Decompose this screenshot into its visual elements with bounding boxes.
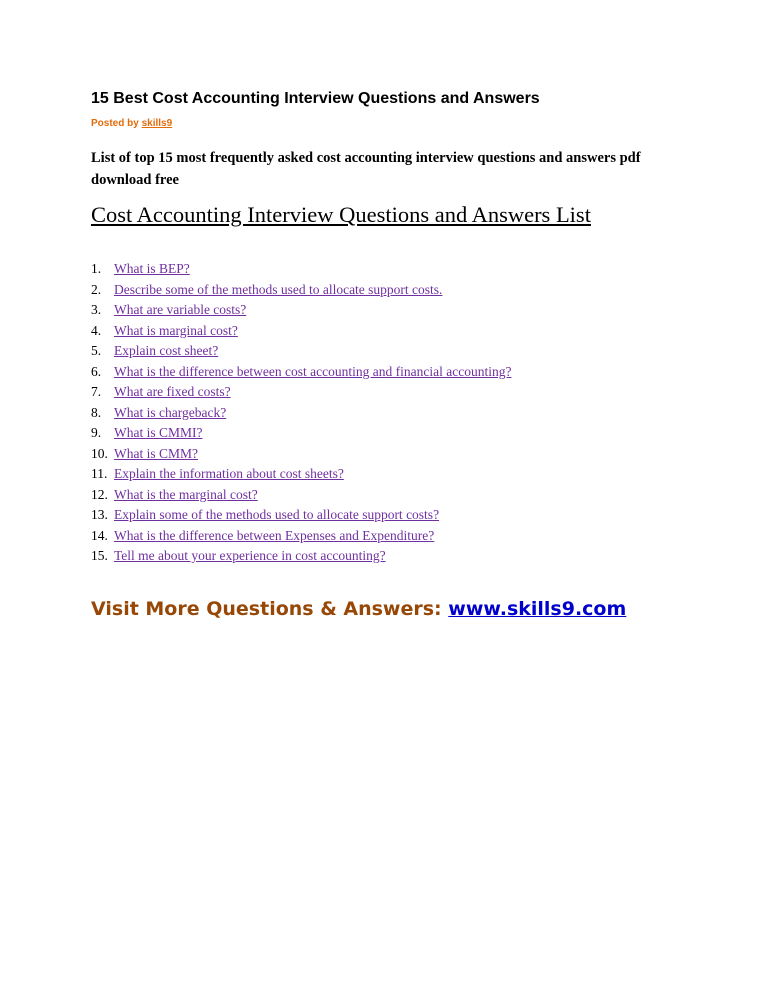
question-link[interactable]: Tell me about your experience in cost accounting? <box>114 548 386 563</box>
list-item <box>91 259 511 280</box>
question-number: 14. <box>91 527 108 543</box>
question-link[interactable]: What is CMM? <box>114 445 198 461</box>
list-item <box>91 403 511 424</box>
list-item <box>91 321 511 342</box>
list-item <box>91 505 511 526</box>
question-number: 1. <box>91 261 102 276</box>
list-item <box>91 526 511 547</box>
list-item <box>91 444 511 465</box>
question-link[interactable]: What is chargeback? <box>114 404 227 420</box>
list-item <box>91 362 511 383</box>
question-link[interactable]: What is marginal cost? <box>114 322 238 338</box>
question-number: 3. <box>91 302 102 317</box>
question-number: 8. <box>91 404 102 420</box>
list-item <box>91 464 511 485</box>
question-number: 2. <box>91 281 102 297</box>
list-item <box>91 546 511 567</box>
question-number: 9. <box>91 425 102 440</box>
question-link[interactable]: What are variable costs? <box>114 302 247 317</box>
question-link[interactable]: What is the difference between Expenses and Expenditure? <box>114 527 435 543</box>
question-number: 10. <box>91 445 108 461</box>
list-heading: Cost Accounting Interview Questions and Answers List <box>91 202 591 227</box>
question-number: 7. <box>91 384 102 399</box>
question-number: 5. <box>91 343 102 358</box>
question-link[interactable]: Explain the information about cost sheets? <box>114 466 344 481</box>
list-item <box>91 280 511 301</box>
list-item <box>91 341 511 362</box>
question-link[interactable]: What is the difference between cost accounting and financial accounting? <box>114 363 512 379</box>
author-link[interactable]: skills9 <box>141 118 173 129</box>
question-link[interactable]: Explain some of the methods used to allocate support costs? <box>114 507 440 522</box>
website-link[interactable]: www.skills9.com <box>448 598 627 620</box>
question-number: 12. <box>91 486 108 502</box>
list-item <box>91 423 511 444</box>
question-number: 6. <box>91 363 102 379</box>
page-title: 15 Best Cost Accounting Interview Questions and Answers <box>91 90 540 107</box>
question-list <box>91 259 511 567</box>
question-number: 13. <box>91 507 108 522</box>
byline-prefix: Posted by <box>91 118 139 129</box>
question-link[interactable]: What is BEP? <box>114 261 190 276</box>
question-link[interactable]: What are fixed costs? <box>114 384 231 399</box>
list-item <box>91 382 511 403</box>
byline <box>91 118 172 129</box>
question-link[interactable]: What is CMMI? <box>114 425 203 440</box>
question-number: 11. <box>91 466 108 481</box>
list-item <box>91 485 511 506</box>
question-link[interactable]: Explain cost sheet? <box>114 343 219 358</box>
question-number: 4. <box>91 322 102 338</box>
list-item <box>91 300 511 321</box>
question-link[interactable]: What is the marginal cost? <box>114 486 258 502</box>
cta-label: Visit More Questions & Answers: <box>91 598 442 620</box>
intro-text: List of top 15 most frequently asked cost accounting interview questions and answers pdf download free <box>91 150 641 188</box>
question-link[interactable]: Describe some of the methods used to allocate support costs. <box>114 281 443 297</box>
visit-more-cta <box>91 598 626 620</box>
question-number: 15. <box>91 548 108 563</box>
